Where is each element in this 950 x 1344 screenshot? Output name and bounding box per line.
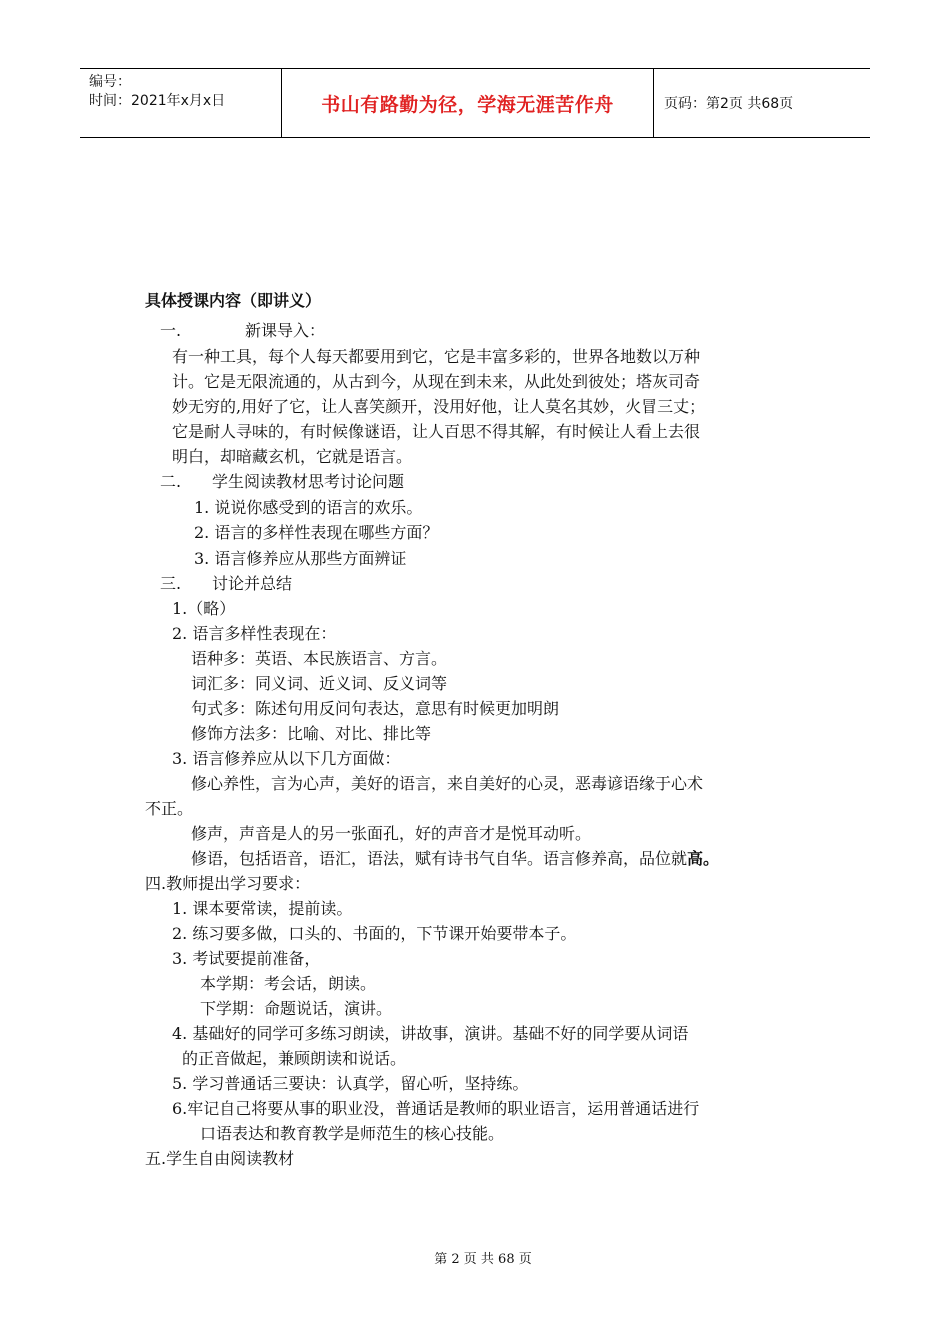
summary-1: 1.（略） [172,599,236,618]
requirement-6-line-1: 6.牢记自己将要从事的职业没，普通话是教师的职业语言，运用普通话进行 [172,1099,700,1118]
section-2-title: 学生阅读教材思考讨论问题 [212,472,405,491]
question-2: 2. 语言的多样性表现在哪些方面？ [194,523,439,542]
header-table [80,68,870,138]
question-1: 1. 说说你感受到的语言的欢乐。 [194,498,423,517]
section-5-title: 五.学生自由阅读教材 [145,1149,295,1168]
section-1-number: 一. [160,321,182,340]
intro-line-4: 它是耐人寻味的，有时候像谜语，让人百思不得其解，有时候让人看上去很 [172,422,701,441]
motto: 书山有路勤为径，学海无涯苦作舟 [282,69,654,137]
summary-2-languages: 语种多：英语、本民族语言、方言。 [191,649,448,668]
page-info: 页码：第2页 共68页 [664,96,794,112]
intro-line-1: 有一种工具，每个人每天都要用到它，它是丰富多彩的，世界各地数以万种 [172,347,701,366]
requirement-5: 5. 学习普通话三要诀：认真学，留心听，坚持练。 [172,1074,529,1093]
content-title: 具体授课内容（即讲义） [145,291,322,310]
summary-2-vocabulary: 词汇多：同义词、近义词、反义词等 [191,674,448,693]
summary-2-rhetoric: 修饰方法多：比喻、对比、排比等 [191,724,432,743]
summary-3-mind-line-1: 修心养性，言为心声，美好的语言，来自美好的心灵，恶毒谚语缘于心术 [191,774,704,793]
summary-2-sentences: 句式多：陈述句用反问句表达，意思有时候更加明朗 [191,699,560,718]
number-label: 编号： [89,74,131,90]
date-label: 时间：2021年x月x日 [89,93,226,109]
section-4-title: 四.教师提出学习要求： [145,874,311,893]
requirement-4-line-1: 4. 基础好的同学可多练习朗读，讲故事，演讲。基础不好的同学要从词语 [172,1024,689,1043]
section-1-title: 新课导入： [245,321,326,340]
requirement-6-line-2: 口语表达和教育教学是师范生的核心技能。 [200,1124,505,1143]
summary-3-language-bold: 高。 [687,849,720,868]
question-3: 3. 语言修养应从那些方面辨证 [194,549,407,568]
section-3-number: 三. [160,574,182,593]
requirement-4-line-2: 的正音做起，兼顾朗读和说话。 [182,1049,407,1068]
requirement-3-next-term: 下学期：命题说话，演讲。 [200,999,393,1018]
summary-3-voice: 修声，声音是人的另一张面孔，好的声音才是悦耳动听。 [191,824,592,843]
summary-2: 2. 语言多样性表现在： [172,624,337,643]
summary-3-mind-line-2: 不正。 [145,799,194,818]
intro-line-2: 计。它是无限流通的，从古到今，从现在到未来，从此处到彼处；塔灰司奇 [172,372,701,391]
summary-3: 3. 语言修养应从以下几方面做： [172,749,401,768]
requirement-3-this-term: 本学期：考会话，朗读。 [200,974,377,993]
intro-line-3: 妙无穷的,用好了它，让人喜笑颜开，没用好他，让人莫名其妙，火冒三丈； [172,397,706,416]
summary-3-language [191,849,719,869]
header-meta-cell [80,69,282,137]
requirement-2: 2. 练习要多做，口头的、书面的，下节课开始要带本子。 [172,924,577,943]
page-footer: 第 2 页 共 68 页 [434,1252,532,1267]
section-2-number: 二. [160,472,182,491]
requirement-3: 3. 考试要提前准备， [172,949,321,968]
requirement-1: 1. 课本要常读，提前读。 [172,899,353,918]
section-3-title: 讨论并总结 [212,574,293,593]
intro-line-5: 明白，却暗藏玄机，它就是语言。 [172,447,413,466]
summary-3-language-text: 修语，包括语音，语汇，语法，赋有诗书气自华。语言修养高，品位就 [191,849,688,868]
